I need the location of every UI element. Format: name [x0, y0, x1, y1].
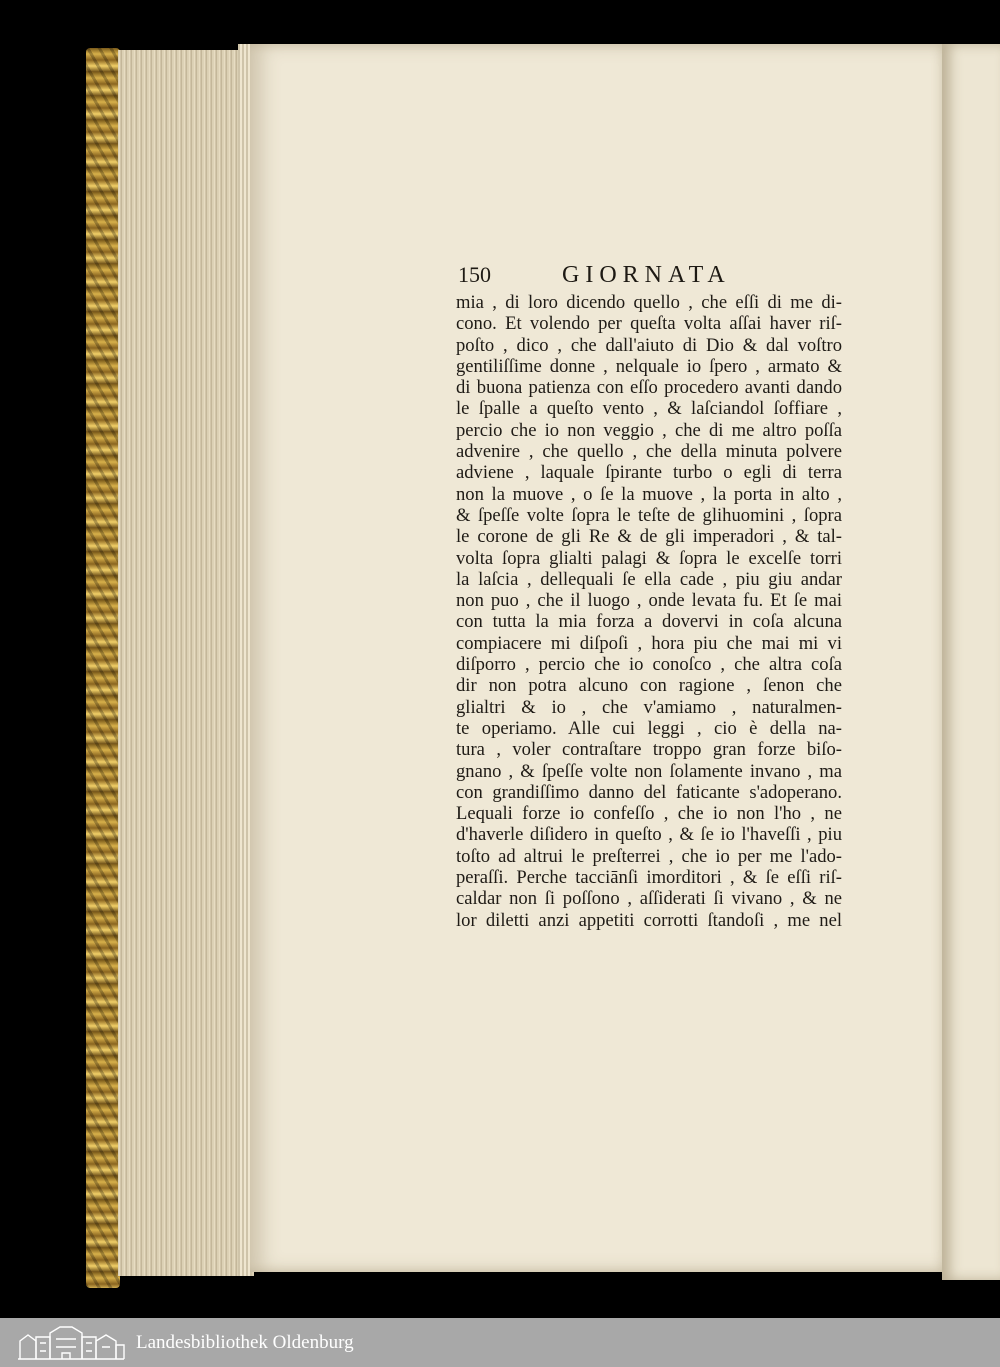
text-line: con grandiſſimo danno del faticante s'adoperano.: [456, 781, 842, 803]
text-line: la laſcia , dellequali ſe ella cade , piu giu andar: [456, 568, 842, 590]
text-line: cono. Et volendo per queſta volta aſſai haver riſ-: [456, 313, 842, 335]
text-line: le corone de gli Re & de gli imperadori , & tal-: [456, 526, 842, 548]
right-page-edge: [942, 44, 1000, 1280]
text-line: non la muove , o ſe la muove , la porta in alto ,: [456, 483, 842, 505]
text-line: & ſpeſſe volte ſopra le teſte de glihuomini , ſopra: [456, 504, 842, 526]
page-edges: [118, 50, 254, 1276]
text-line: mia , di loro dicendo quello , che eſſi di me di-: [456, 292, 842, 313]
library-building-logo: [16, 1325, 126, 1361]
text-line: poſto , dico , che dall'aiuto di Dio & dal voſtro: [456, 334, 842, 356]
text-line: dir non potra alcuno con ragione , ſenon che: [456, 675, 842, 697]
body-text: [456, 292, 842, 931]
library-name: Landesbibliothek Oldenburg: [136, 1331, 354, 1353]
text-line: Lequali forze io confeſſo , che io non l'ho , ne: [456, 803, 842, 825]
text-line: non puo , che il luogo , onde levata fu. Et ſe mai: [456, 590, 842, 612]
text-line: con tutta la mia forza a dovervi in coſa alcuna: [456, 611, 842, 633]
text-line: toſto ad altrui le preſterrei , che io per me l'ado-: [456, 845, 842, 867]
text-line: diſporro , percio che io conoſco , che altra coſa: [456, 654, 842, 676]
text-line: peraſſi. Perche tacciānſi imorditori , & ſe eſſi riſ-: [456, 867, 842, 889]
text-line: d'haverle diſidero in queſto , & ſe io l'haveſſi , piu: [456, 824, 842, 846]
text-line: le ſpalle a queſto vento , & laſciandol ſoffiare ,: [456, 398, 842, 420]
text-line: glialtri & io , che v'amiamo , naturalmen-: [456, 696, 842, 718]
text-line: lor diletti anzi appetiti corrotti ſtandoſi , me nel: [456, 909, 842, 931]
text-line: di buona patienza con eſſo procedero avanti dando: [456, 377, 842, 399]
text-line: tura , voler contraſtare troppo gran forze biſo-: [456, 739, 842, 761]
running-head: GIORNATA: [562, 262, 731, 288]
text-line: te operiamo. Alle cui leggi , cio è della na-: [456, 717, 842, 739]
text-line: volta ſopra glialti palagi & ſopra le excelſe torri: [456, 547, 842, 569]
text-line: percio che io non veggio , che di me altro poſſa: [456, 419, 842, 441]
page-header: [458, 262, 848, 289]
text-line: compiacere mi diſpoſi , hora piu che mai mi vi: [456, 632, 842, 654]
text-line: caldar non ſi poſſono , aſſiderati ſi vivano , & ne: [456, 888, 842, 910]
text-line: advenire , che quello , che della minuta polvere: [456, 441, 842, 463]
text-line: gnano , & ſpeſſe volte non ſolamente invano , ma: [456, 760, 842, 782]
text-line: adviene , laquale ſpirante turbo o egli di terra: [456, 462, 842, 484]
footer-bar: [0, 1318, 1000, 1367]
text-line: gentiliſſime donne , nelquale io ſpero , armato &: [456, 355, 842, 377]
gilt-spine: [86, 48, 120, 1288]
page-number: 150: [458, 262, 491, 287]
